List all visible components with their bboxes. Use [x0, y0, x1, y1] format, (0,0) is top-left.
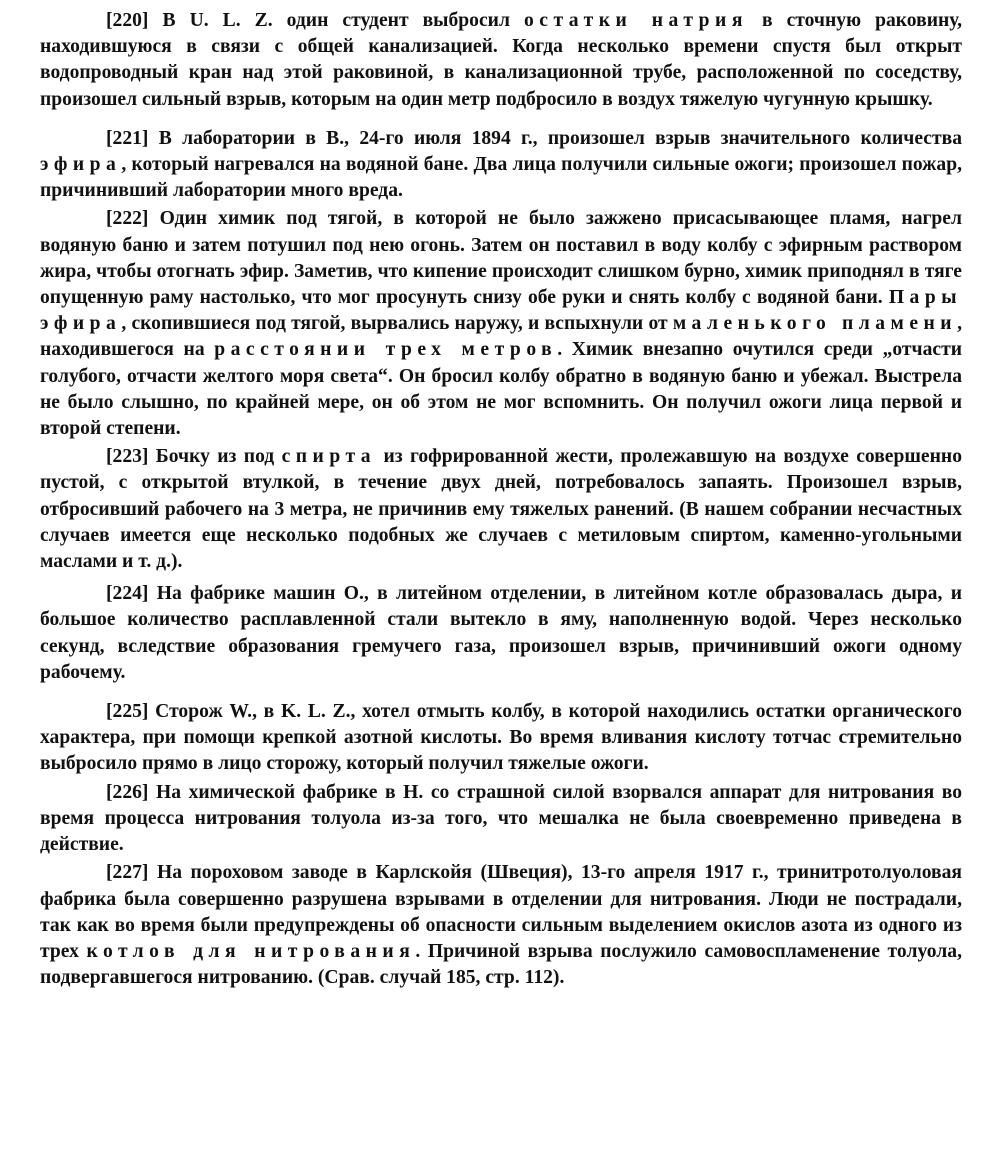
paragraph-221: [221] В лаборатории в В., 24-го июля 1894 г., произошел взрыв значительного количества эфира, который нагревался на водяной бане. Два лица получили сильные ожоги; произошел пожар, причинивший лаборатории много вреда. [40, 127, 962, 202]
paragraph-number: [226] [106, 781, 149, 803]
paragraph-224: [224] На фабрике машин О., в литейном отделении, в литейном котле образовалась дыра, и большое количество расплавленной стали вытекло в яму, наполненную водой. Через несколько секунд, вследствие образования гремучего газа, произошел взрыв, причинивший ожоги одному рабочему. [40, 583, 962, 683]
paragraph-225: [225] Сторож W., в K. L. Z., хотел отмыть колбу, в которой находились остатки органического характера, при помощи крепкой азотной кислоты. Во время вливания кислоту тотчас стремительно выбросило прямо в лицо сторожу, который получил тяжелые ожоги. [40, 701, 962, 775]
paragraph-number: [223] [106, 446, 149, 468]
paragraph-227: [227] На пороховом заводе в Карлскойя (Швеция), 13-го апреля 1917 г., тринитротолуоловая фабрика была совершенно разрушена взрывами в отделении для нитрования. Люди не пострадали, так как во время были предупреждены об опасности сильным выделением окислов азота из одного из трех котлов для нитрования. Причиной взрыва послужило самовоспламенение толуола, подвергавшегося нитрованию. (Срав. случай 185, стр. 112). [40, 862, 962, 989]
paragraph-number: [225] [106, 701, 149, 723]
paragraph-number: [220] [106, 10, 149, 31]
paragraph-number: [227] [106, 862, 149, 884]
paragraph-222: [222] Один химик под тягой, в которой не было зажжено присасывающее пламя, нагрел водяную баню и затем потушил под нею огонь. Затем он поставил в воду колбу с эфирным раствором жира, чтобы отогнать эфир. Заметив, что кипение происходит слишком бурно, химик приподнял в тяге опущенную раму настолько, что мог просунуть снизу обе руки и снять колбу с водяной бани. Пары эфира, скопившиеся под тягой, вырвались наружу, и вспыхнули от маленького пламени, находившегося на расстоянии трех метров. Химик внезапно очутился среди „отчасти голубого, отчасти желтого моря света“. Он бросил колбу обратно в водяную баню и убежал. Выстрела не было слышно, по крайней мере, он об этом не мог вспомнить. Он получил ожоги лица первой и второй степени. [40, 208, 962, 440]
paragraph-223: [223] Бочку из под спирта из гофрированной жести, пролежавшую на воздухе совершенно пустой, с открытой втулкой, в течение двух дней, потребовалось запаять. Произошел взрыв, отбросивший рабочего на 3 метра, не причинив ему тяжелых ранений. (В нашем собрании несчастных случаев имеется еще несколько подобных же случаев с метиловым спиртом, каменно-угольными маслами и т. д.). [40, 446, 963, 573]
paragraph-226: [226] На химической фабрике в Н. со страшной силой взорвался аппарат для нитрования во время процесса нитрования толуола из-за того, что мешалка не была своевременно приведена в действие. [40, 781, 962, 856]
document-page [40, 8, 962, 991]
paragraph-220: [220] В U. L. Z. один студент выбросил остатки натрия в сточную раковину, находившуюся в связи с общей канализацией. Когда несколько времени спустя был открыт водопроводный кран над этой раковиной, в канализационной трубе, расположенной по соседству, произошел сильный взрыв, которым на один метр подбросило в воздух тяжелую чугунную крышку. [40, 10, 963, 110]
paragraph-number: [221] [106, 127, 149, 149]
paragraph-number: [222] [106, 208, 149, 230]
paragraph-number: [224] [106, 583, 149, 605]
